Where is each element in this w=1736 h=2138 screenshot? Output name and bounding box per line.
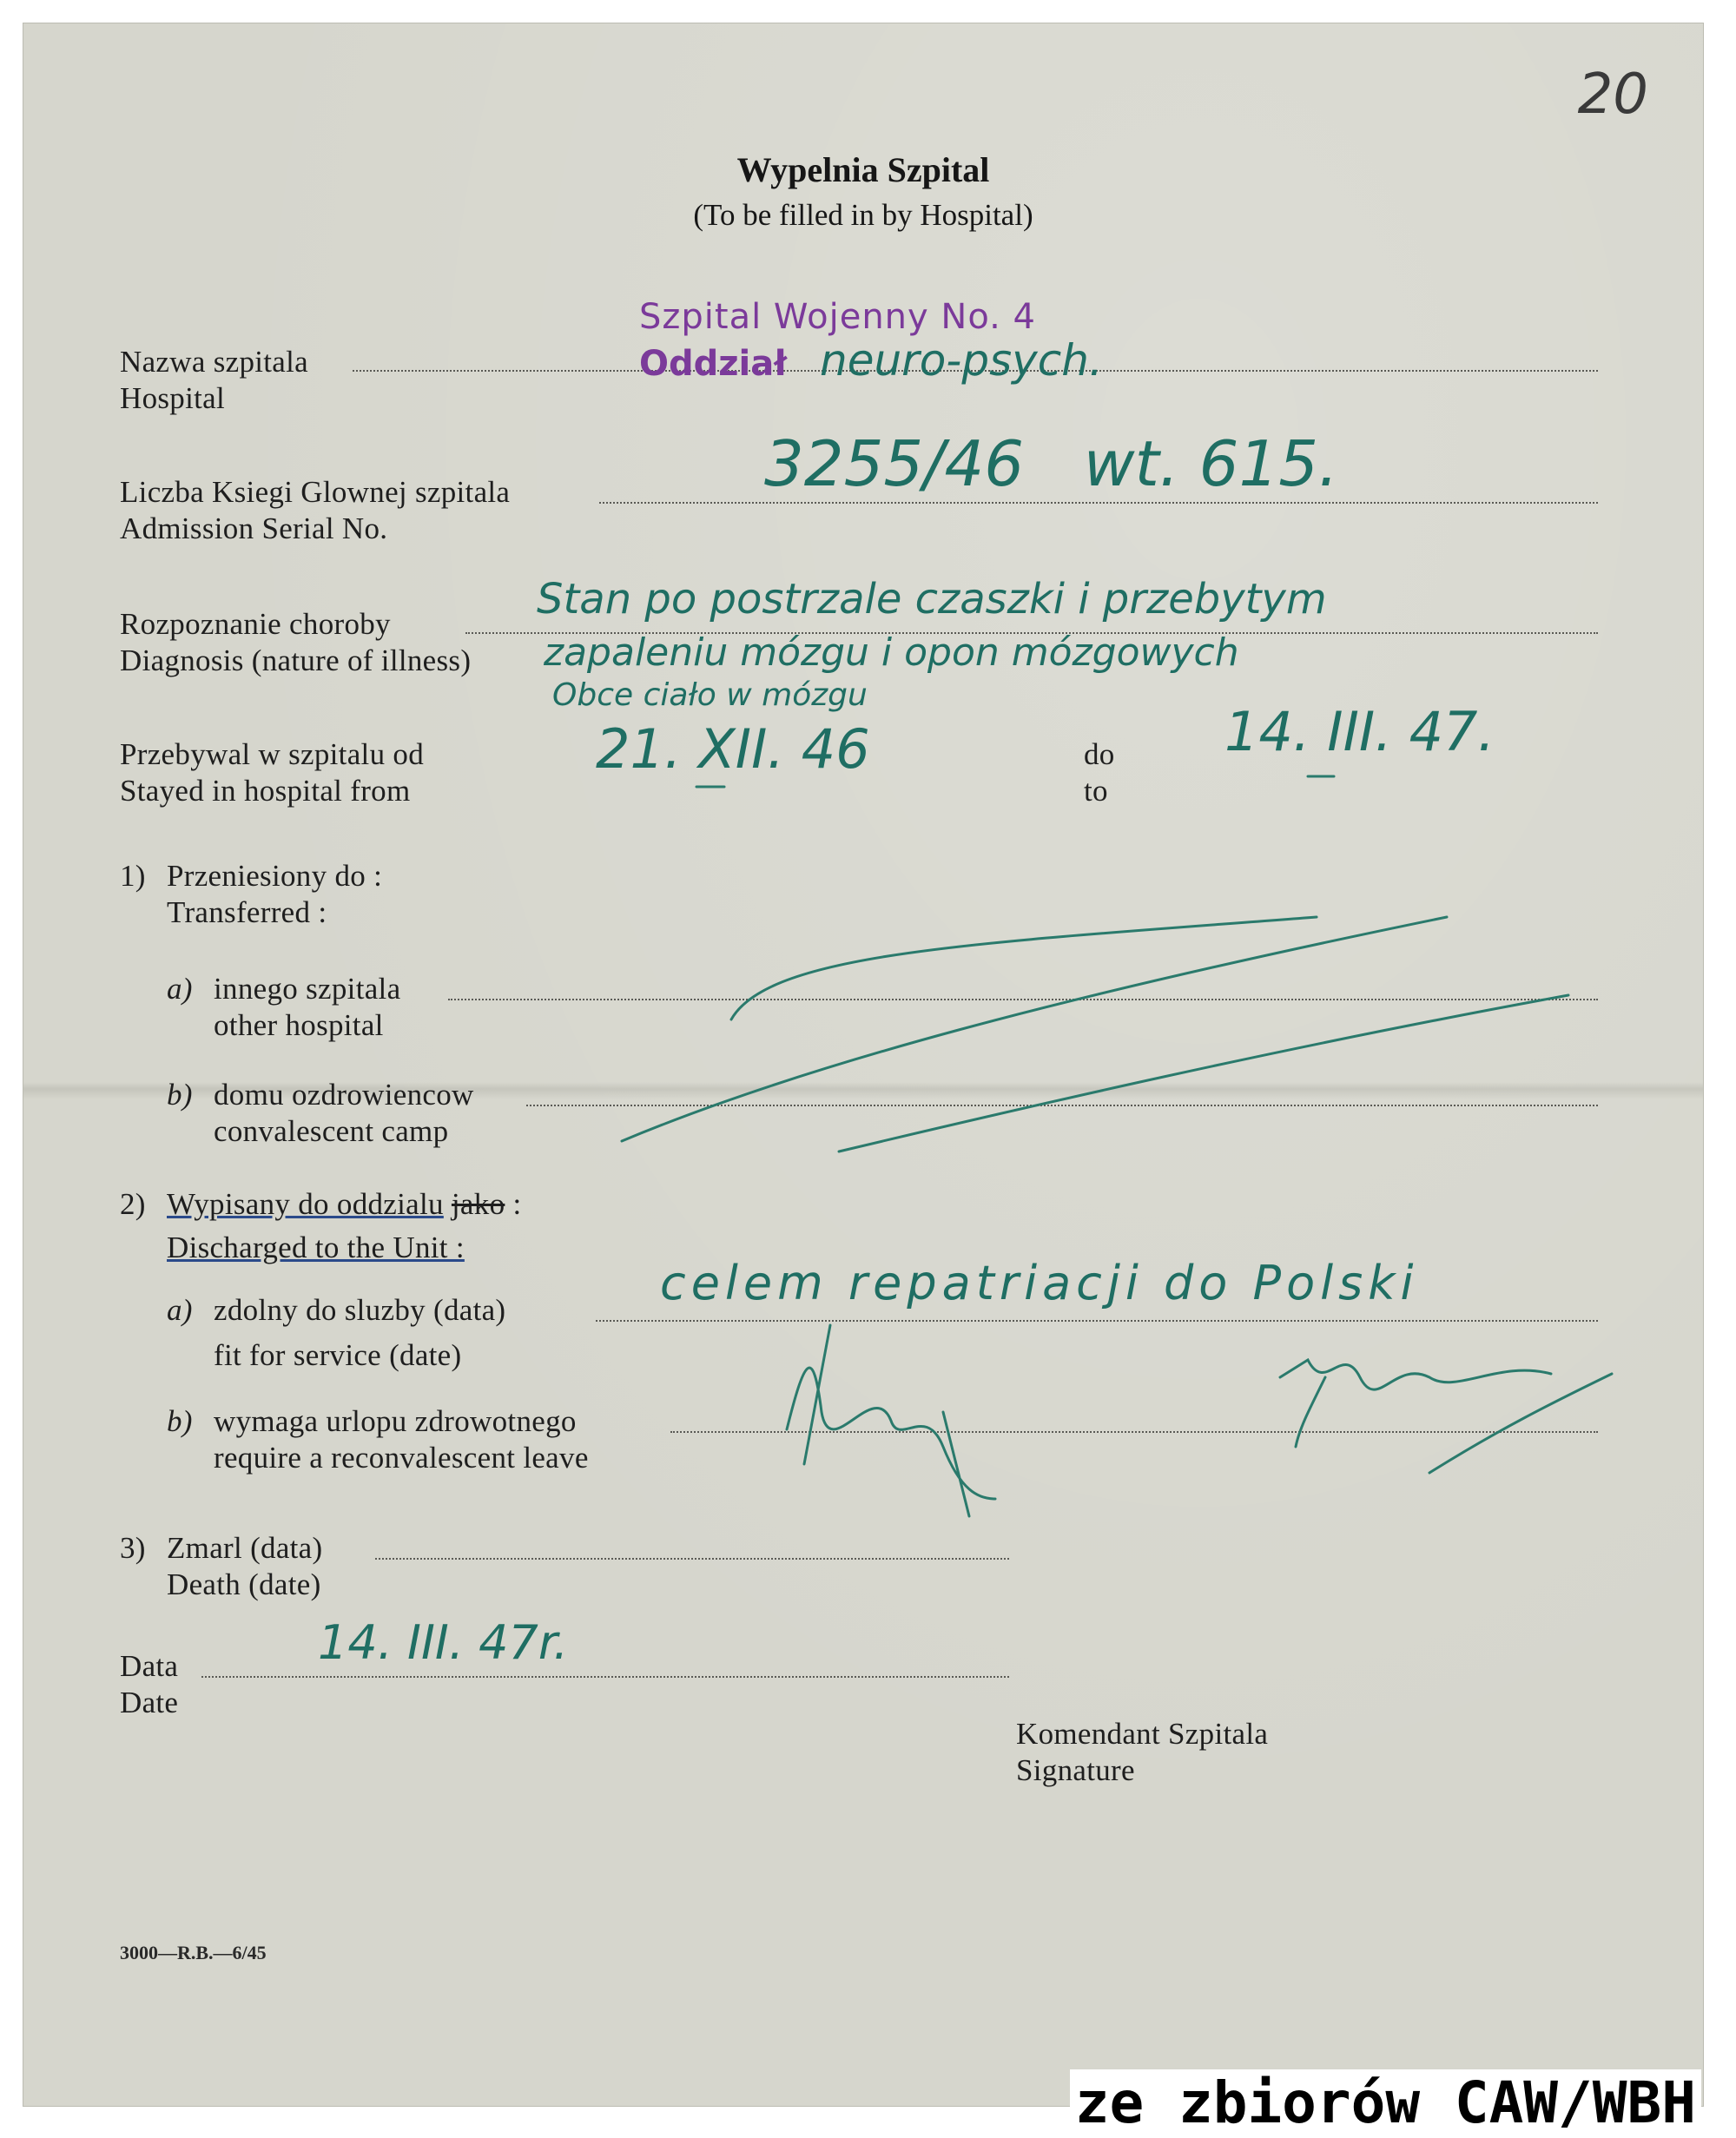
date-handwritten: 14. III. 47r. <box>318 1615 569 1670</box>
hospital-stamp-line1: Szpital Wojenny No. 4 <box>639 297 1036 337</box>
hospital-stamp-line2: Oddział <box>639 344 788 384</box>
section1a-letter: a) <box>167 972 193 1006</box>
archive-watermark: ze zbiorów CAW/WBH <box>1070 2069 1701 2136</box>
stayed-from-handwritten: 21. XII. 46 <box>596 717 870 781</box>
section1-label-en: Transferred : <box>167 895 327 929</box>
cancel-stroke-3 <box>839 995 1568 1151</box>
form-code: 3000—R.B.—6/45 <box>120 1942 267 1963</box>
diagnosis-label-pl: Rozpoznanie choroby <box>120 607 391 641</box>
section1b-label-pl: domu ozdrowiencow <box>214 1078 474 1112</box>
section2a-label-en: fit for service (date) <box>214 1338 462 1372</box>
cancel-stroke-1 <box>731 917 1317 1020</box>
serial-handwritten: 3255/46 wt. 615. <box>764 427 1338 500</box>
diagnosis-handwritten-1: Stan po postrzale czaszki i przebytym <box>537 575 1327 624</box>
signature-label-pl: Komendant Szpitala <box>1016 1717 1269 1751</box>
section1-number: 1) <box>120 859 146 893</box>
serial-label-en: Admission Serial No. <box>120 511 388 545</box>
date-label-pl: Data <box>120 1649 179 1683</box>
signature-left-scribble <box>787 1325 995 1516</box>
section2-label-colon: : <box>512 1187 522 1221</box>
diagnosis-handwritten-3: Obce ciało w mózgu <box>552 677 868 713</box>
document-sheet <box>23 23 1704 2107</box>
section2a-letter: a) <box>167 1293 193 1327</box>
signature-label-en: Signature <box>1016 1753 1135 1787</box>
form-subtitle: (To be filled in by Hospital) <box>693 198 1033 232</box>
hospital-handwritten: neuro-psych. <box>820 335 1103 386</box>
stayed-from-label-en: Stayed in hospital from <box>120 774 411 808</box>
section2-number: 2) <box>120 1187 146 1221</box>
hospital-label-pl: Nazwa szpitala <box>120 345 309 379</box>
section1a-label-en: other hospital <box>214 1008 384 1042</box>
section3-label-en: Death (date) <box>167 1567 321 1601</box>
hospital-label-en: Hospital <box>120 381 226 415</box>
diagnosis-label-en: Diagnosis (nature of illness) <box>120 643 472 677</box>
section1b-label-en: convalescent camp <box>214 1114 449 1148</box>
section2a-handwritten: celem repatriacji do Polski <box>660 1256 1419 1310</box>
serial-label-pl: Liczba Ksiegi Glownej szpitala <box>120 475 511 509</box>
signature-right-scribble <box>1280 1360 1612 1473</box>
section2-label-main: Wypisany do oddzialu <box>167 1187 444 1221</box>
section2b-label-pl: wymaga urlopu zdrowotnego <box>214 1404 577 1438</box>
cancel-stroke-2 <box>622 917 1447 1141</box>
section2-label-en: Discharged to the Unit : <box>167 1231 465 1264</box>
page-number: 20 <box>1577 63 1648 127</box>
form-title: Wypelnia Szpital <box>736 150 990 189</box>
section1b-letter: b) <box>167 1078 193 1112</box>
section1-label-pl: Przeniesiony do : <box>167 859 383 893</box>
ink-strokes <box>23 23 1704 2107</box>
date-label-en: Date <box>120 1686 179 1719</box>
stayed-to-label-pl: do <box>1084 737 1115 771</box>
section3-label-pl: Zmarl (data) <box>167 1531 323 1565</box>
section2a-label-pl: zdolny do sluzby (data) <box>214 1293 506 1327</box>
section1a-label-pl: innego szpitala <box>214 972 401 1006</box>
stayed-from-label-pl: Przebywal w szpitalu od <box>120 737 425 771</box>
stayed-to-label-en: to <box>1084 774 1108 808</box>
section3-number: 3) <box>120 1531 146 1565</box>
stayed-to-handwritten: 14. III. 47. <box>1224 700 1495 763</box>
section2b-letter: b) <box>167 1404 193 1438</box>
section2-label-struck: jako <box>451 1187 505 1221</box>
section2b-label-en: require a reconvalescent leave <box>214 1441 589 1475</box>
diagnosis-handwritten-2: zapaleniu mózgu i opon mózgowych <box>544 630 1239 675</box>
